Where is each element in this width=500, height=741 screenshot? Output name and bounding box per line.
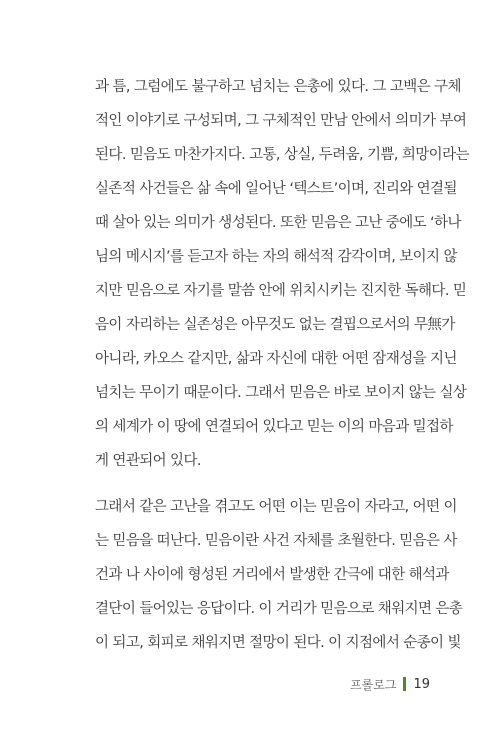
- text-line: 된다. 믿음도 마찬가지다. 고통, 상실, 두려움, 기쁨, 희망이라는: [95, 147, 469, 163]
- text-line: 넘치는 무이기 때문이다. 그래서 믿음은 바로 보이지 않는 실상: [95, 385, 467, 401]
- text-line: 아니라, 카오스 같지만, 삶과 자신에 대한 어떤 잠재성을 지닌: [95, 351, 457, 367]
- text-line: 는 믿음을 떠난다. 믿음이란 사건 자체를 초월한다. 믿음은 사: [95, 533, 457, 549]
- paragraph-1: [95, 70, 469, 478]
- text-line-last: 게 연관되어 있다.: [95, 453, 201, 469]
- text-line: 실존적 사건들은 삶 속에 일어난 ‘텍스트’이며, 진리와 연결될: [95, 181, 457, 197]
- text-line: 적인 이야기로 구성되며, 그 구체적인 만남 안에서 의미가 부여: [95, 113, 467, 129]
- text-line: 때 살아 있는 의미가 생성된다. 또한 믿음은 고난 중에도 ‘하나: [95, 215, 461, 231]
- text-line: 의 세계가 이 땅에 연결되어 있다고 믿는 이의 마음과 밀접하: [95, 419, 453, 435]
- text-line: 결단이 들어있는 응답이다. 이 거리가 믿음으로 채워지면 은총: [95, 601, 463, 617]
- paragraph-2: [95, 490, 463, 660]
- text-line: 이 되고, 회피로 채워지면 절망이 된다. 이 지점에서 순종이 빛: [95, 635, 461, 651]
- section-title: 프롤로그: [350, 677, 397, 692]
- footer-divider: [403, 677, 406, 691]
- text-line: 과 틈, 그럼에도 불구하고 넘치는 은총에 있다. 그 고백은 구체: [95, 79, 461, 95]
- page-number: 19: [413, 676, 430, 692]
- text-line: 음이 자리하는 실존성은 아무것도 없는 결핍으로서의 무無가: [95, 317, 455, 333]
- page-footer: [350, 675, 430, 693]
- text-line: 건과 나 사이에 형성된 거리에서 발생한 간극에 대한 해석과: [95, 567, 449, 583]
- text-line: 님의 메시지’를 듣고자 하는 자의 해석적 감각이며, 보이지 않: [95, 249, 457, 265]
- text-line: 지만 믿음으로 자기를 말씀 안에 위치시키는 진지한 독해다. 믿: [95, 283, 467, 299]
- text-line: 그래서 같은 고난을 겪고도 어떤 이는 믿음이 자라고, 어떤 이: [95, 499, 457, 515]
